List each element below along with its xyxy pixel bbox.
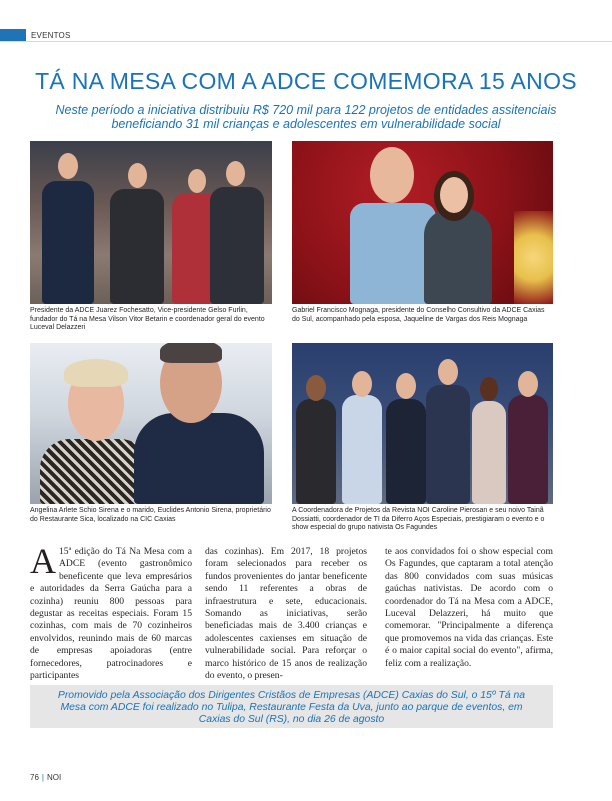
body-column-3 xyxy=(385,546,553,670)
photo-caption: Angelina Arlete Schio Sirena e o marido, Euclides Antonio Sirena, proprietário do Restaurante Sica, localizado na CIC Caxias xyxy=(30,507,271,523)
event-callout-box xyxy=(30,685,553,728)
page-number: 76 xyxy=(30,773,39,782)
body-column-1 xyxy=(30,541,192,682)
body-text: das cozinhas). Em 2017, 18 projetos foram selecionados para receber os fundos provenientes do jantar beneficente sendo 11 referentes a obras de infraestrutura e sete, educacionais. Somando as iniciativas, serão beneficiadas mais de 3.400 crianças e adolescentes caxienses em situação de vulnerabilidade social. Para reforçar o marco histórico de 15 anos de realização do evento, o presen- xyxy=(205,546,367,682)
header-rule xyxy=(0,41,612,42)
section-label: EVENTOS xyxy=(31,31,71,40)
photo-caption: A Coordenadora de Projetos da Revista NOI Caroline Pierosan e seu noivo Tainã Dossiatti, coordenador de TI da Diferro Aços Especiais, prestigiaram o evento e o show especial do grupo nativista Os Fagundes xyxy=(292,507,545,532)
photo-adce-leaders xyxy=(30,141,272,304)
body-text: 15ª edição do Tá Na Mesa com a ADCE (evento gastronômico beneficente que leva empresários e autoridades da Serra Gaúcha para a cozinha) reuniu 800 pessoas para degustar as receitas especiais. Foram 15 cozinhas, com mais de 70 cozinheiros envolvidos, reunindo mais de 60 marcas de empresas apoiadoras (entre fornecedores, patrocinadores e participantes xyxy=(30,546,192,682)
drop-cap: A xyxy=(30,541,56,581)
article-subtitle: Neste período a iniciativa distribuiu R$ 720 mil para 122 projetos de entidades assitenciais beneficiando 31 mil crianças e adolescentes em vulnerabilidade social xyxy=(55,103,557,131)
magazine-name: NOI xyxy=(46,773,62,782)
photo-caption: Gabriel Francisco Mognaga, presidente do Conselho Consultivo da ADCE Caxias do Sul, acompanhado pela esposa, Jaqueline de Vargas dos Reis Mognaga xyxy=(292,307,545,323)
footer-separator: | xyxy=(41,773,44,782)
photo-caption: Presidente da ADCE Juarez Fochesatto, Vice-presidente Gelso Furlin, fundador do Tá na Mesa Vilson Vitor Betarin e coordenador geral do evento Luceval Delazzeri xyxy=(30,307,265,332)
page-footer xyxy=(30,773,61,782)
body-column-2 xyxy=(205,546,367,682)
photo-os-fagundes-group xyxy=(292,343,553,504)
photo-mognaga-couple xyxy=(292,141,553,304)
callout-text: Promovido pela Associação dos Dirigentes Cristãos de Empresas (ADCE) Caxias do Sul, o 15º Tá na Mesa com ADCE foi realizado no Tulipa, Restaurante Festa da Uva, junto ao parque de eventos, em Caxias do Sul (RS), no dia 26 de agosto xyxy=(57,690,526,725)
article-title: TÁ NA MESA COM A ADCE COMEMORA 15 ANOS xyxy=(35,68,577,94)
body-text: te aos convidados foi o show especial com Os Fagundes, que captaram a total atenção das 800 convidados com suas músicas gaúchas nativistas. De acordo com o coordenador do Tá na Mesa com a ADCE, Luceval Delazzeri, há muito que comemorar. "Principalmente a diferença que promovemos na vida das crianças. Este é o maior capital social do evento", afirma, feliz com a realização. xyxy=(385,546,553,669)
photo-sirena-couple xyxy=(30,343,272,504)
